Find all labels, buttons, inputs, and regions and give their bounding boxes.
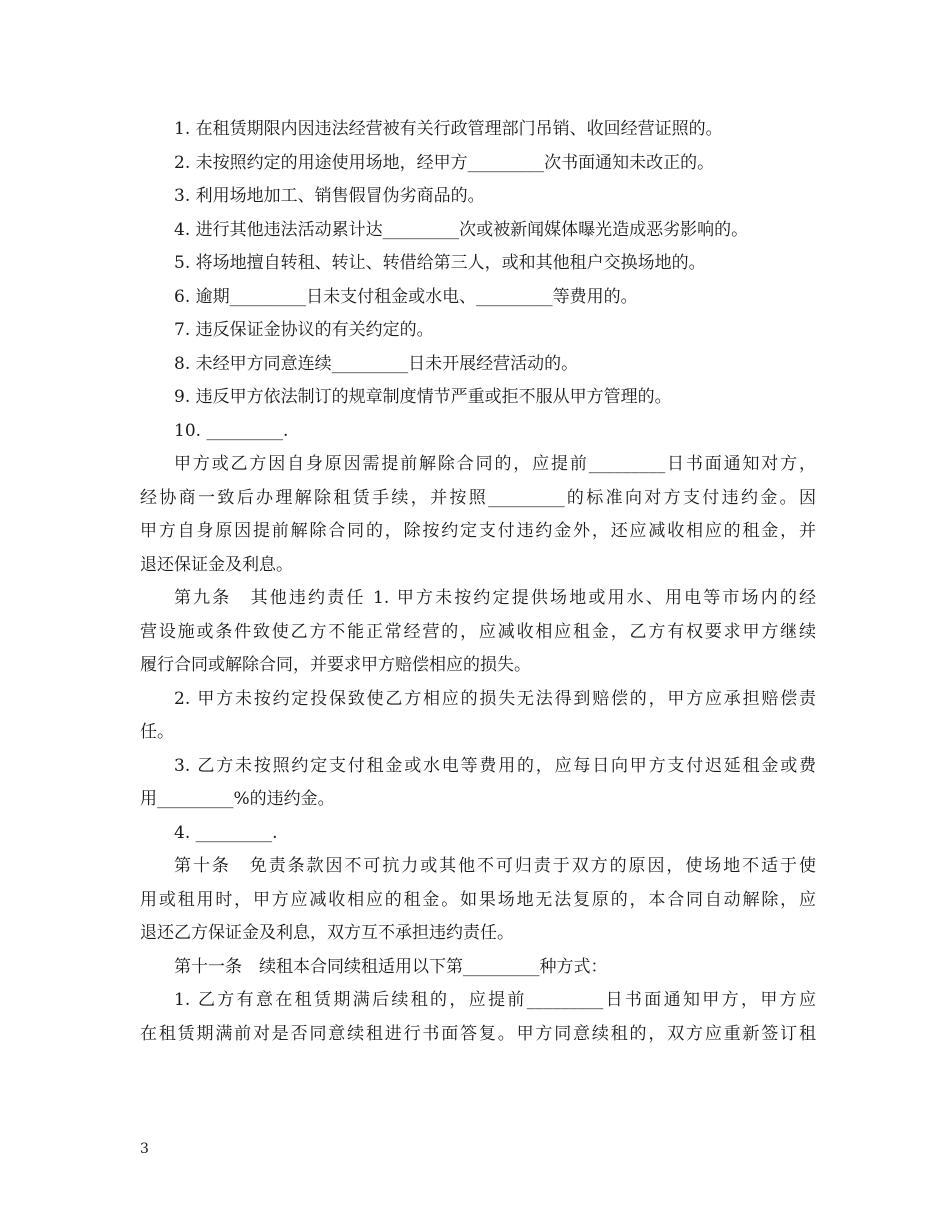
article-nine-line: 营设施或条件致使乙方不能正常经营的，应减收相应租金，乙方有权要求甲方继续 [140, 621, 816, 642]
article-nine-line: 2. 甲方未按约定投保致使乙方相应的损失无法得到赔偿的，甲方应承担赔偿责 [174, 688, 816, 709]
clause-line: 2. 未按照约定的用途使用场地，经甲方_________次书面通知未改正的。 [174, 152, 715, 173]
paragraph-line: 退还保证金及利息。 [140, 554, 293, 575]
paragraph-line: 甲方自身原因提前解除合同的，除按约定支付违约金外，还应减收相应的租金，并 [140, 521, 816, 541]
article-eleven-line: 第十一条 续租本合同续租适用以下第_________种方式： [174, 956, 608, 977]
paragraph-line: 经协商一致后办理解除租赁手续，并按照_________的标准向对方支付违约金。因 [140, 487, 816, 508]
paragraph-line: 甲方或乙方因自身原因需提前解除合同的，应提前_________日书面通知对方， [174, 454, 816, 474]
article-eleven-line: 1. 乙方有意在租赁期满后续租的，应提前_________日书面通知甲方，甲方应 [174, 990, 816, 1010]
article-nine-line: 任。 [140, 722, 174, 742]
article-ten-line: 用或租用时，甲方应减收相应的租金。如果场地无法复原的，本合同自动解除，应 [140, 889, 816, 910]
clause-line: 4. 进行其他违法活动累计达_________次或被新闻媒体曝光造成恶劣影响的。 [174, 219, 749, 240]
clause-line: 3. 利用场地加工、销售假冒伪劣商品的。 [174, 186, 485, 206]
article-nine-line: 履行合同或解除合同，并要求甲方赔偿相应的损失。 [140, 655, 531, 675]
article-nine-line: 3. 乙方未按照约定支付租金或水电等费用的，应每日向甲方支付迟延租金或费 [174, 755, 816, 776]
article-ten-line: 退还乙方保证金及利息，双方互不承担违约责任。 [140, 923, 514, 943]
clause-line: 7. 违反保证金协议的有关约定的。 [174, 320, 434, 340]
clause-line: 1. 在租赁期限内因违法经营被有关行政管理部门吊销、收回经营证照的。 [174, 119, 723, 139]
clause-line: 10. _________. [174, 420, 289, 441]
article-nine-line: 用_________%的违约金。 [140, 789, 335, 809]
document-body [140, 113, 816, 1051]
clause-line: 8. 未经甲方同意连续_________日未开展经营活动的。 [174, 353, 579, 374]
article-nine-line: 第九条 其他违约责任 1. 甲方未按约定提供场地或用水、用电等市场内的经 [174, 588, 816, 608]
article-eleven-line: 在租赁期满前对是否同意续租进行书面答复。甲方同意续租的，双方应重新签订租 [140, 1023, 816, 1044]
clause-line: 9. 违反甲方依法制订的规章制度情节严重或拒不服从甲方管理的。 [174, 387, 672, 407]
article-ten-line: 第十条 免责条款因不可抗力或其他不可归责于双方的原因，使场地不适于使 [174, 856, 816, 876]
article-nine-line: 4. _________. [174, 822, 278, 843]
clause-line: 5. 将场地擅自转租、转让、转借给第三人，或和其他租户交换场地的。 [174, 253, 706, 273]
clause-line: 6. 逾期_________日未支付租金或水电、_________等费用的。 [174, 286, 638, 307]
page-number: 3 [140, 1141, 149, 1157]
